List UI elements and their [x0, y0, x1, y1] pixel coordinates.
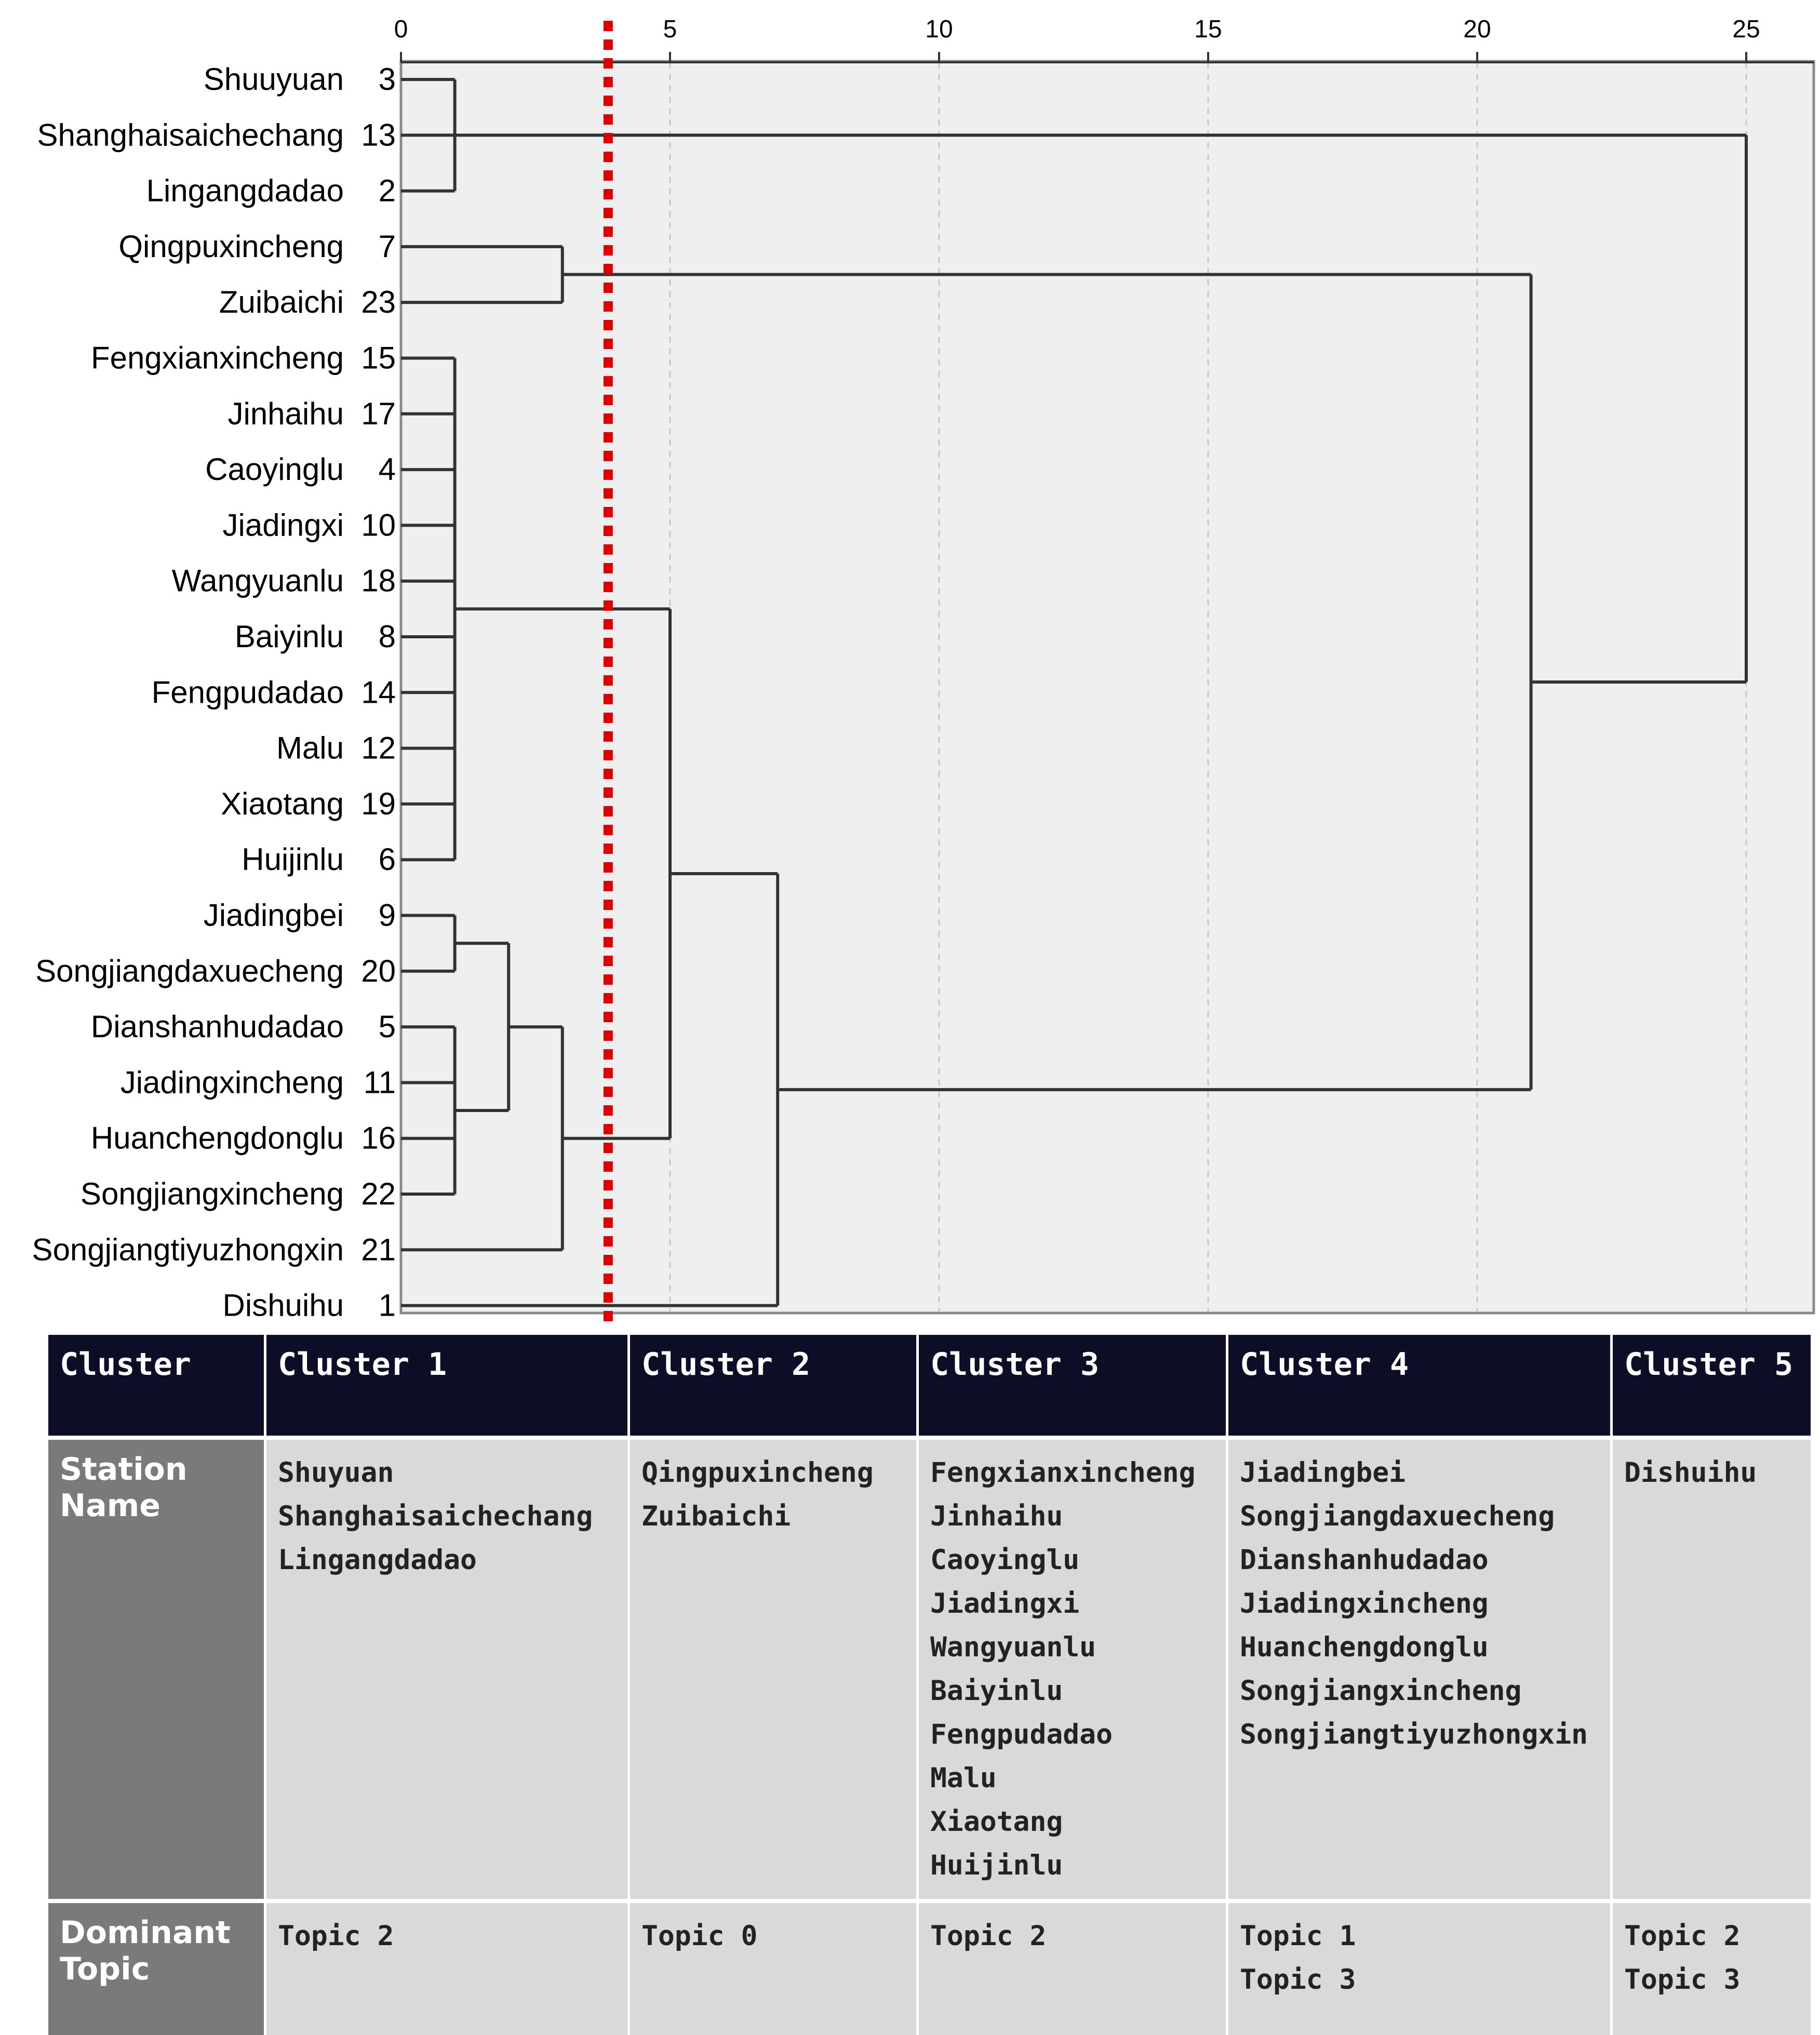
leaf-id: 7: [378, 229, 396, 264]
station-cell-cluster-4: [1227, 1438, 1612, 1901]
leaf-id: 10: [361, 507, 396, 543]
leaf-label: Qingpuxincheng: [118, 229, 344, 264]
header-cell-cluster: Cluster: [47, 1335, 265, 1438]
leaf-label: Fengxianxincheng: [90, 340, 344, 376]
leaf-id: 19: [361, 786, 396, 821]
header-cell-cluster-2: Cluster 2: [629, 1335, 918, 1438]
topic-row-label: Dominant Topic: [47, 1901, 265, 2035]
axis-tick-label: 10: [925, 16, 953, 43]
topic-cell-cluster-3: [918, 1901, 1227, 2035]
topic-cell-cluster-4: [1227, 1901, 1612, 2035]
leaf-label: Fengpudadao: [151, 675, 344, 710]
topic-cell-cluster-5: [1612, 1901, 1812, 2035]
cluster-table: [46, 1335, 1813, 2035]
table-cell-item: Topic 2: [930, 1920, 1047, 1952]
plot-area: [401, 61, 1814, 1313]
station-row-label: Station Name: [47, 1438, 265, 1901]
topic-cell-cluster-1: [265, 1901, 629, 2035]
table-cell-item: Qingpuxincheng: [641, 1457, 874, 1489]
header-cell-cluster-3: Cluster 3: [918, 1335, 1227, 1438]
leaf-id: 2: [378, 173, 396, 208]
table-cell-item: Topic 1: [1240, 1920, 1356, 1952]
topic-cell-cluster-2: [629, 1901, 918, 2035]
table-header-row: [47, 1335, 1812, 1438]
leaf-id: 15: [361, 340, 396, 376]
table-cell-item: Topic 2: [278, 1920, 394, 1952]
table-cell-item: Dishuihu: [1624, 1457, 1757, 1489]
leaf-label: Jiadingbei: [203, 898, 344, 933]
table-cell-item: Topic 2: [1624, 1920, 1741, 1952]
table-cell-item: Topic 3: [1240, 1964, 1356, 1996]
axis-tick-label: 20: [1463, 16, 1491, 43]
table-cell-item: Fengpudadao: [930, 1719, 1113, 1750]
leaf-id: 23: [361, 285, 396, 320]
table-cell-item: Fengxianxincheng: [930, 1457, 1196, 1489]
leaf-id: 8: [378, 619, 396, 654]
table-cell-item: Caoyinglu: [930, 1544, 1080, 1576]
table-cell-item: Shuyuan: [278, 1457, 394, 1489]
leaf-label: Baiyinlu: [234, 619, 344, 654]
table-cell-item: Topic 0: [641, 1920, 758, 1952]
leaf-id: 13: [361, 117, 396, 153]
leaf-label: Zuibaichi: [219, 285, 344, 320]
leaf-label: Shuuyuan: [203, 62, 344, 97]
leaf-id: 20: [361, 953, 396, 988]
leaf-id: 9: [378, 898, 396, 933]
leaf-id: 6: [378, 842, 396, 877]
leaf-id: 1: [378, 1288, 396, 1323]
table-cell-item: Jiadingxi: [930, 1588, 1080, 1619]
header-cell-cluster-5: Cluster 5: [1612, 1335, 1812, 1438]
table-cell-item: Xiaotang: [930, 1806, 1063, 1838]
leaf-id: 17: [361, 396, 396, 431]
leaf-label: Lingangdadao: [146, 173, 344, 208]
leaf-label: Malu: [276, 730, 344, 766]
table-cell-item: Songjiangxincheng: [1240, 1675, 1522, 1707]
leaf-label: Wangyuanlu: [171, 563, 344, 598]
station-cell-cluster-5: [1612, 1438, 1812, 1901]
leaf-label: Songjiangxincheng: [80, 1176, 344, 1211]
station-cell-cluster-2: [629, 1438, 918, 1901]
topic-row: [47, 1901, 1812, 2035]
leaf-id: 4: [378, 452, 396, 487]
table-cell-item: Jiadingbei: [1240, 1457, 1406, 1489]
table-cell-item: Songjiangtiyuzhongxin: [1240, 1719, 1588, 1750]
leaf-id: 18: [361, 563, 396, 598]
leaf-label: Jiadingxincheng: [120, 1065, 344, 1100]
leaf-label: Jiadingxi: [222, 507, 344, 543]
station-cell-cluster-3: [918, 1438, 1227, 1901]
leaf-label: Songjiangdaxuecheng: [35, 953, 344, 988]
leaf-label: Huijinlu: [242, 842, 344, 877]
header-cell-cluster-1: Cluster 1: [265, 1335, 629, 1438]
axis-tick-label: 5: [663, 16, 677, 43]
leaf-label: Huanchengdonglu: [90, 1120, 344, 1156]
leaf-label: Songjiangtiyuzhongxin: [32, 1232, 344, 1267]
leaf-label: Xiaotang: [221, 786, 344, 821]
table-cell-item: Huanchengdonglu: [1240, 1631, 1489, 1663]
leaf-id: 16: [361, 1120, 396, 1156]
leaf-id: 3: [378, 62, 396, 97]
header-cell-cluster-4: Cluster 4: [1227, 1335, 1612, 1438]
leaf-id: 11: [363, 1065, 396, 1100]
leaf-id: 14: [361, 675, 396, 710]
table-cell-item: Lingangdadao: [278, 1544, 477, 1576]
leaf-id: 12: [361, 730, 396, 766]
table-cell-item: Malu: [930, 1762, 997, 1794]
table-cell-item: Zuibaichi: [641, 1501, 791, 1532]
leaf-id: 22: [361, 1176, 396, 1211]
leaf-label: Shanghaisaichechang: [37, 117, 344, 153]
leaf-label: Dianshanhudadao: [90, 1009, 344, 1045]
leaf-label: Caoyinglu: [205, 452, 344, 487]
station-cell-cluster-1: [265, 1438, 629, 1901]
table-cell-item: Jiadingxincheng: [1240, 1588, 1489, 1619]
axis-tick-label: 0: [394, 16, 408, 43]
leaf-id: 21: [361, 1232, 396, 1267]
table-cell-item: Wangyuanlu: [930, 1631, 1096, 1663]
axis-tick-label: 25: [1732, 16, 1760, 43]
leaf-id: 5: [378, 1009, 396, 1045]
table-cell-item: Jinhaihu: [930, 1501, 1063, 1532]
station-row: [47, 1438, 1812, 1901]
table-cell-item: Topic 3: [1624, 1964, 1741, 1996]
leaf-label: Jinhaihu: [228, 396, 344, 431]
table-cell-item: Dianshanhudadao: [1240, 1544, 1489, 1576]
table-cell-item: Shanghaisaichechang: [278, 1501, 593, 1532]
leaf-label: Dishuihu: [222, 1288, 344, 1323]
table-cell-item: Songjiangdaxuecheng: [1240, 1501, 1555, 1532]
axis-tick-label: 15: [1194, 16, 1222, 43]
table-cell-item: Huijinlu: [930, 1850, 1063, 1881]
table-cell-item: Baiyinlu: [930, 1675, 1063, 1707]
